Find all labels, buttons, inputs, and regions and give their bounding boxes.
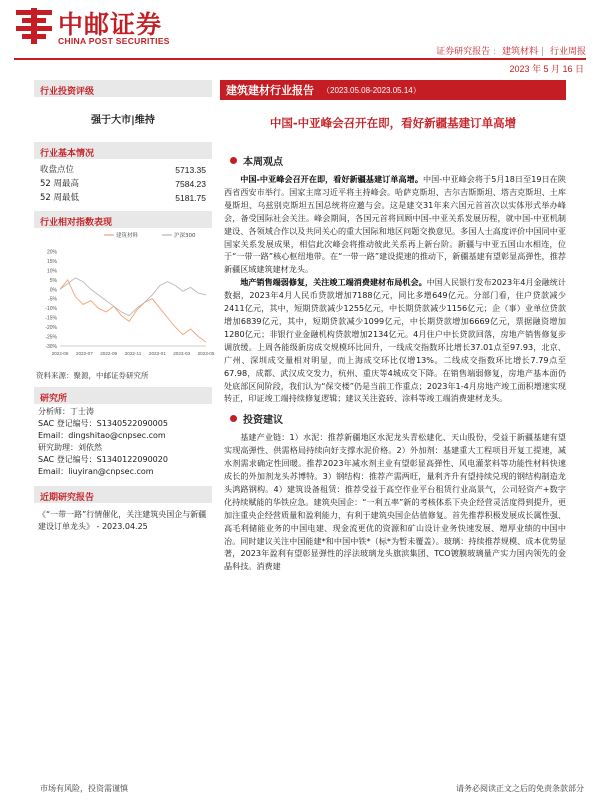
report-headline: 中国-中亚峰会召开在即，看好新疆基建订单高增 [269, 116, 517, 130]
legend-label: 建筑材料 [116, 233, 139, 239]
basics-section-header: 行业基本情况 [34, 142, 212, 159]
section-heading-views [230, 153, 566, 168]
basics-key: 收盘点位 [40, 165, 75, 175]
breadcrumb-item: 证券研究报告 [436, 47, 491, 57]
y-tick-label: 15% [46, 258, 57, 265]
rating-section-header: 行业投资评级 [34, 80, 212, 97]
y-tick-label: -25% [45, 334, 57, 341]
analyst-line: Email：liuyiran@cnpsec.com [38, 467, 154, 476]
basics-row [34, 163, 212, 177]
basics-value: 5181.75 [175, 193, 206, 203]
china-post-logo-icon [14, 6, 54, 46]
paragraph-lead: 地产销售端弱修复，关注竣工端消费建材布局机会。 [240, 277, 427, 288]
section-heading-text: 本周观点 [243, 157, 283, 168]
legend-label: 沪深300 [174, 233, 196, 239]
analyst-info [34, 404, 212, 480]
report-header [0, 0, 600, 76]
main-content [220, 80, 566, 573]
y-tick-label: 10% [46, 268, 57, 275]
basics-row [34, 191, 212, 205]
section-heading-advice [230, 411, 566, 426]
x-tick-label: 2023-01 [148, 351, 166, 356]
breadcrumb-item: 行业周报 [549, 47, 586, 57]
x-tick-label: 2023-03 [173, 351, 191, 356]
report-title: 建筑建材行业报告 [226, 84, 314, 97]
paragraph-body: 中国人民银行发布2023年4月金融统计数据，2023年4月人民币贷款增加7188亿元，同比多增649亿元。分部门看，住户贷款减少2411亿元，其中，短期贷款减少1255亿元，中长期贷款减少1156亿元；企（事）业单位贷款增加6839亿元，其中，短期贷款减少1099亿元，中长期贷款增加6669亿元，票据融资增加1280亿元；非银行业金融机构贷款增加2134亿元。4月住户中长贷款回落，房地产销售修复步调放缓。上周各能级新房成交规模环比回升，一线成交指数环比增长37.01点至97.93，北京、广州、深圳成交量相对明显，而上海成交环比仅增13%。二线成交指数环比增长7.79点至67.98，成都、武汉成交发力，杭州、重庆等4城成交下降。在销售端弱修复，房地产基本面仍处底部区间阶段，我们认为“保交楼”仍是当前工作重点；2023年1-4月房地产竣工面积增速实现转正，印证竣工端持续修复逻辑；建议关注瓷砖、涂料等竣工端消费建材龙头。 [224, 277, 566, 404]
paragraph-property [220, 276, 566, 405]
header-breadcrumb: 证券研究报告 : 建筑材料 | 行业周报 [436, 47, 586, 57]
bullet-dot-icon [230, 157, 237, 164]
x-tick-label: 2022-07 [75, 351, 93, 356]
analyst-line: SAC 登记编号：S1340122090020 [38, 455, 168, 464]
y-tick-label: -5% [48, 296, 57, 303]
analyst-line: 分析师：丁士涛 [38, 407, 94, 416]
series-line-1 [60, 278, 206, 316]
research-section-header: 研究所 [34, 387, 212, 404]
y-tick-label: 20% [46, 249, 57, 256]
basics-table [34, 163, 212, 205]
bullet-dot-icon [230, 415, 237, 422]
y-tick-label: -15% [45, 315, 57, 322]
chart-section-header: 行业相对指数表现 [34, 211, 212, 228]
paragraph-summit [220, 173, 566, 276]
series-line-0 [60, 280, 206, 342]
basics-key: 52 周最高 [40, 179, 80, 189]
paragraph-body: 中国-中亚峰会将于5月18日至19日在陕西省西安市举行。国家主席习近平将主持峰会。哈萨克斯坦、吉尔吉斯斯坦、塔吉克斯坦、土库曼斯坦、乌兹别克斯坦五国总统将应邀与会。这是建交31年来六国元首首次以实体形式举办峰会，备受国际社会关注。峰会期间，各国元首将回顾中国-中亚关系发展历程，就中国-中亚机制建设、各领域合作以及共同关心的重大国际和地区问题交换意见。多国人士高度评价中国同中亚国家关系发展成果，相信此次峰会将推动彼此关系再上新台阶。新疆与中亚五国山水相连，位于“一带一路”核心枢纽地带。在“一带一路”建设提速的推动下，新疆基建有望彰显高弹性，推荐新疆区域建筑建材龙头。 [224, 174, 566, 275]
basics-value: 5713.35 [175, 165, 206, 175]
paragraph-lead: 中国-中亚峰会召开在即，看好新疆基建订单高增。 [240, 174, 423, 184]
y-tick-label: -20% [45, 325, 57, 332]
x-tick-label: 2022-11 [124, 351, 142, 356]
paragraph-advice: 基建产业链：1）水泥：推荐新疆地区水泥龙头青松建化、天山股份，受益于新疆基建有望实现高弹性、供需格局持续向好支撑水泥价格。2）外加剂：基建重大工程项目开复工提速，减水剂需求确定性回暖。推荐2023年减水剂主业有望彰显高弹性、风电灌浆料等功能性材料快速成长的外加剂龙头苏博特。3）钢结构：推荐产需两旺，量利齐升有望持续兑现的钢结构制造龙头鸿路钢构。4）建筑设备租赁：推荐受益于高空作业平台租赁行业高景气，公司轻资产+数字化持续赋能的华铁应急。建筑央国企：“一利五率”新的考核体系下央企经营灵活度得到提升，更加注重央企经营质量和盈利能力，有利于建筑央国企估值修复。首先推荐积极发展成长属性强、高毛利储能业务的中国电建、现金流更优的资源和矿山设计业务快速发展、增厚业绩的中国中冶。同时建议关注中国能建*和中国中铁*（标*为暂未覆盖）。玻璃：持续推荐规模、成本优势显著，2023年盈利有望彰显弹性的浮法玻璃龙头旗滨集团、TCO镀膜玻璃量产实力国内领先的金晶科技。消费建 [224, 432, 566, 572]
logo-en-text: CHINA POST SECURITIES [58, 36, 170, 46]
left-sidebar [34, 80, 215, 539]
footer-disclaimer: 请务必阅读正文之后的免责条款部分 [456, 784, 584, 793]
basics-row [34, 177, 212, 191]
y-tick-label: -30% [45, 344, 57, 350]
report-title-bar [220, 80, 566, 100]
header-divider [14, 58, 586, 60]
section-heading-text: 投资建议 [243, 415, 283, 427]
x-tick-label: 2022-09 [100, 351, 118, 356]
report-period: （2023.05.08-2023.05.14） [322, 85, 421, 95]
recent-report-link[interactable]: 《“一带一路”行情催化，关注建筑央国企与新疆建设订单龙头》 - 2023.04.25 [38, 510, 207, 531]
y-tick-label: -10% [45, 306, 57, 313]
industry-rating: 强于大市|维持 [91, 115, 155, 126]
x-tick-label: 2023-05 [197, 351, 215, 356]
relative-index-chart-svg [34, 228, 215, 368]
basics-value: 7584.23 [175, 179, 206, 189]
y-tick-label: 0% [49, 287, 57, 294]
analyst-line: 研究助理：刘依然 [38, 443, 102, 452]
basics-key: 52 周最低 [40, 193, 80, 203]
relative-index-chart [34, 228, 215, 368]
report-date: 2023 年 5 月 16 日 [509, 64, 584, 74]
logo-cn-text: 中邮证券 [58, 10, 163, 39]
footer-risk-note: 市场有风险，投资需谨慎 [40, 784, 128, 793]
chart-source: 资料来源：聚源，中邮证券研究所 [36, 371, 149, 380]
x-tick-label: 2022-05 [51, 351, 69, 356]
analyst-line: Email：dingshitao@cnpsec.com [38, 431, 166, 440]
recent-section-header: 近期研究报告 [34, 486, 212, 503]
y-tick-label: 5% [49, 277, 57, 284]
breadcrumb-item: 建筑材料 [502, 47, 539, 57]
analyst-line: SAC 登记编号：S1340522090005 [38, 419, 168, 428]
